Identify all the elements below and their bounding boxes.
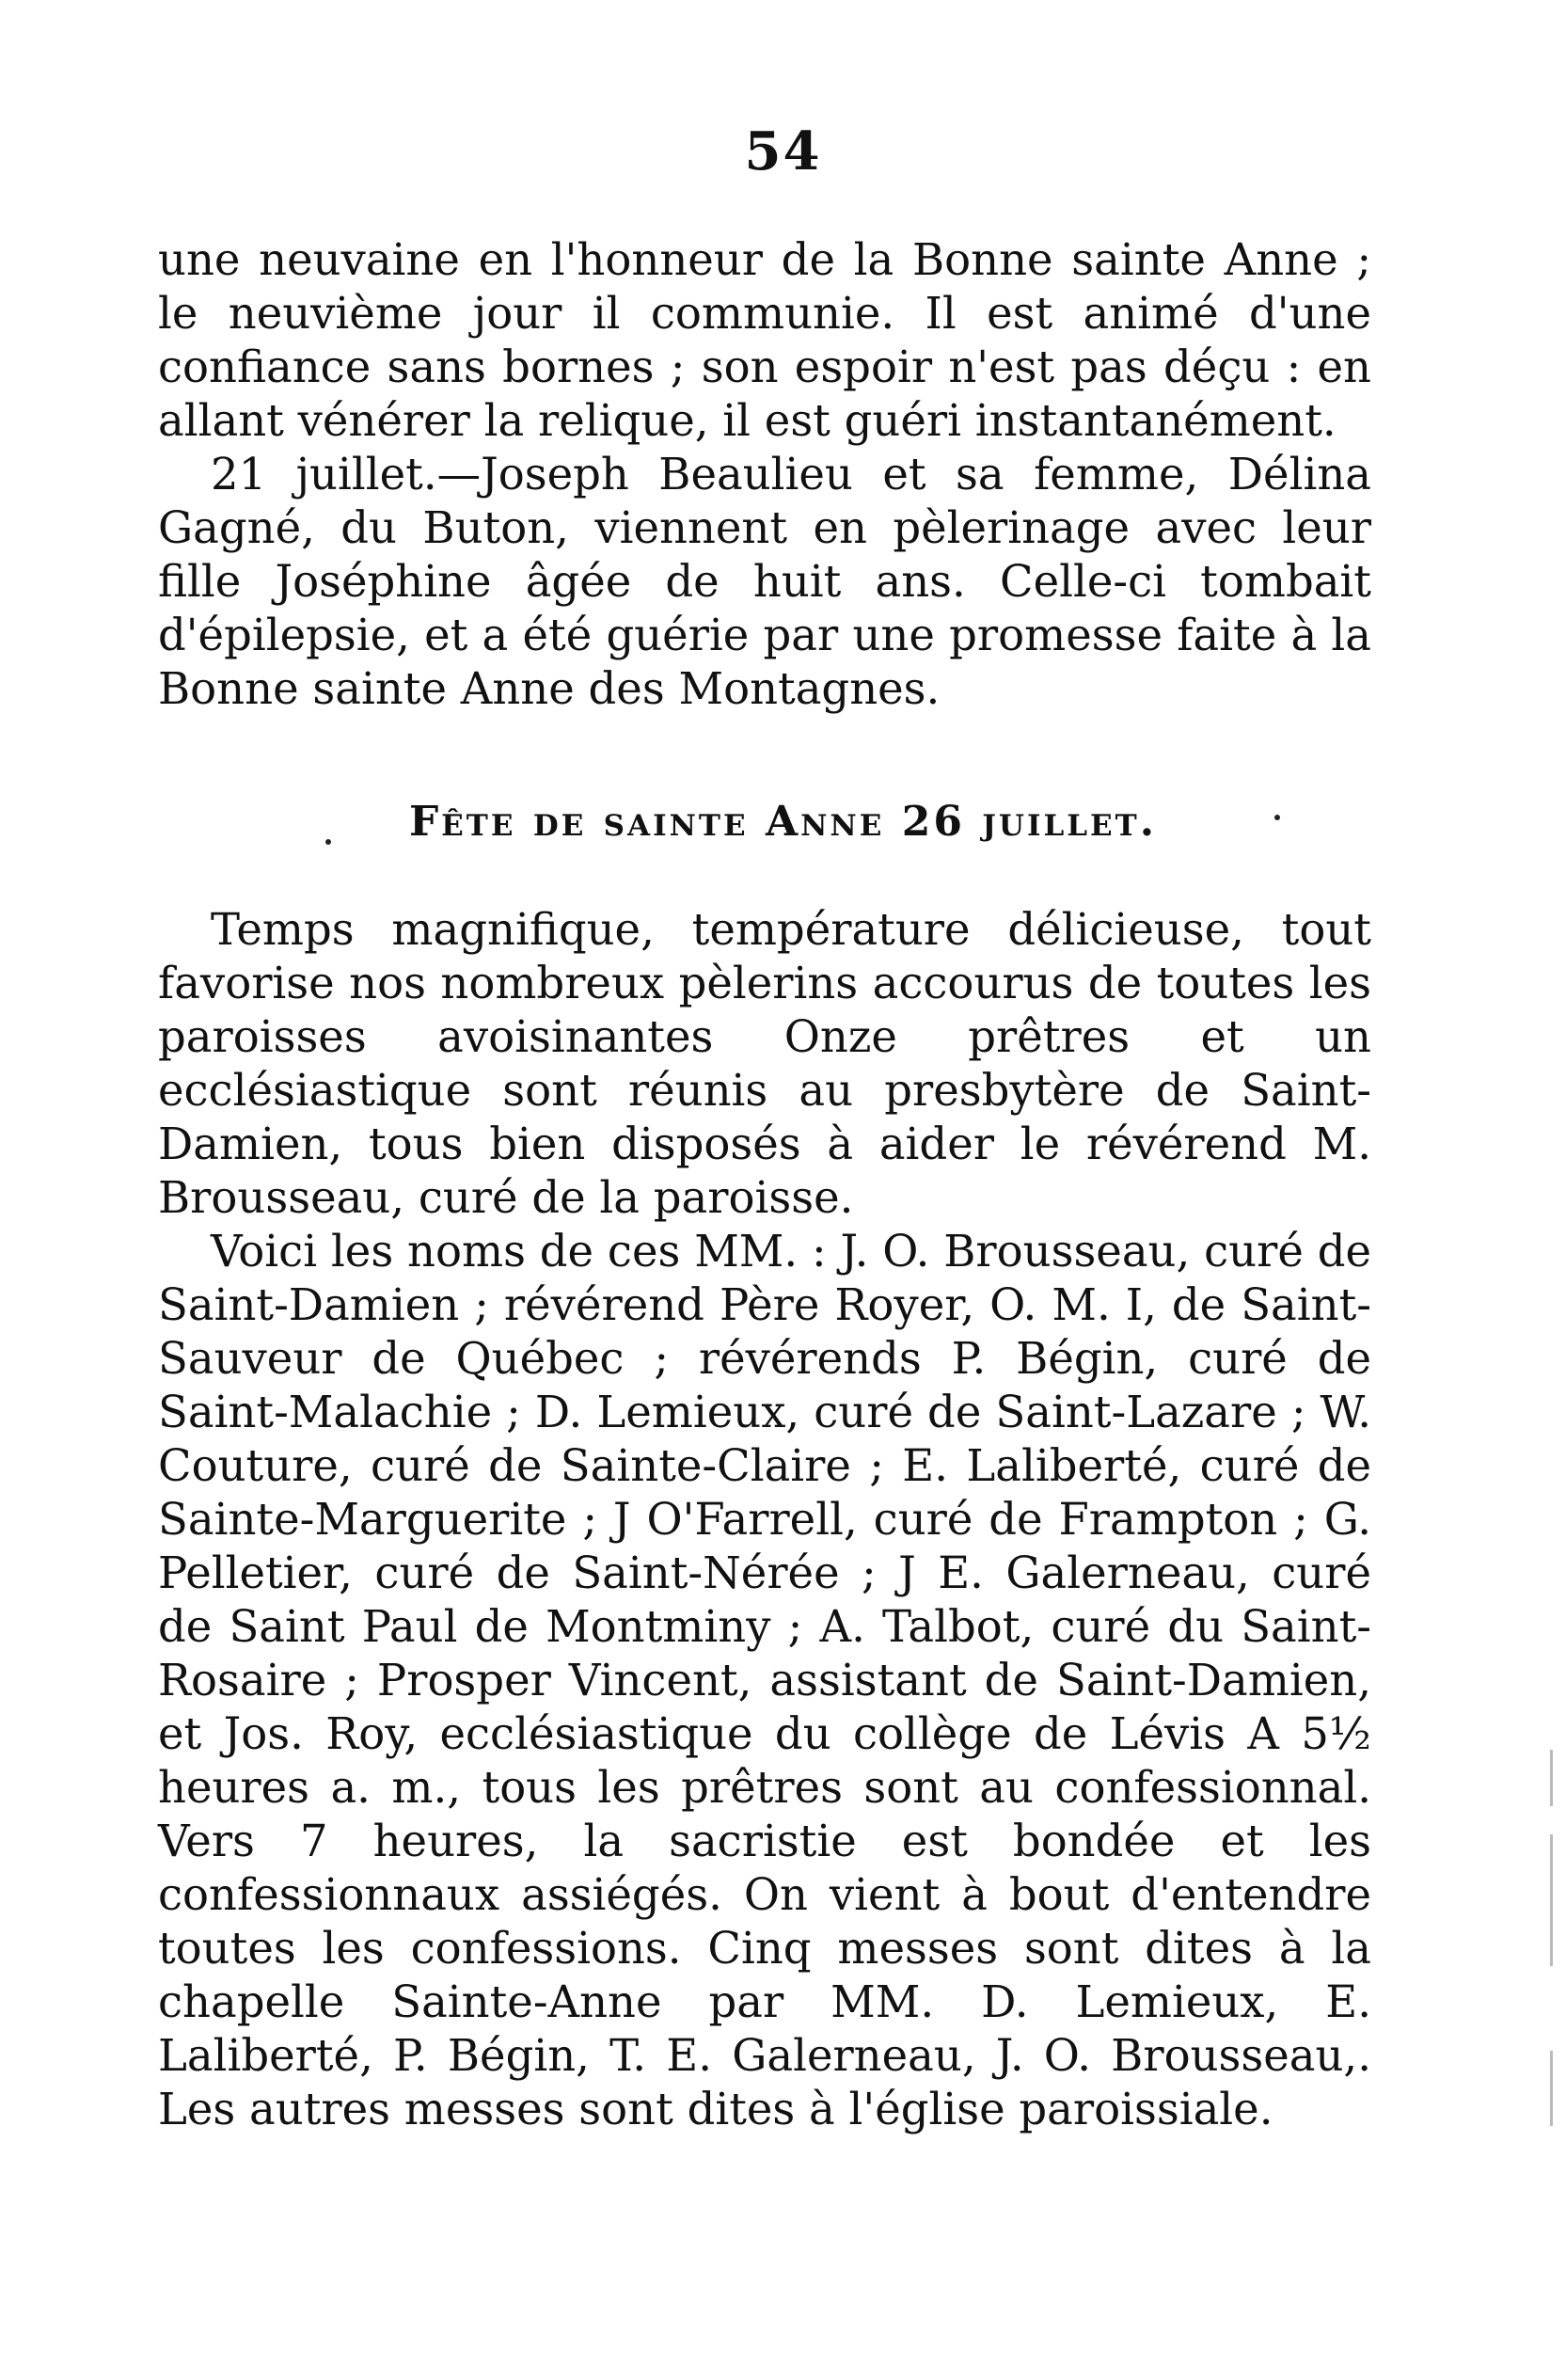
paragraph-weather: Temps magnifique, température délicieuse, tout favorise nos nombreux pèlerins accourus de toutes les paroisses avoisinantes Onze prêtres et un ecclésiastique sont réunis au presbytère de Saint-Damien, tous bien disposés à aider le révérend M. Brousseau, curé de la paroisse. [158,904,1371,1223]
page-edge-mark [1550,1750,1553,1806]
print-speck [1274,815,1280,820]
paragraph-continuation: une neuvaine en l'honneur de la Bonne sainte Anne ; le neuvième jour il communie. Il est animé d'une confiance sans bornes ; son espoir n'est pas déçu : en allant vénérer la relique, il est guéri instantanément. [158,234,1371,446]
text-block-top [158,233,1371,716]
text-block-bottom [158,903,1371,2136]
page-edge-mark [1550,2051,1553,2126]
page-number: 54 [744,120,822,182]
section-heading: Fête de sainte Anne 26 juillet. [408,798,1158,846]
paragraph-july-21: 21 juillet.—Joseph Beaulieu et sa femme, Délina Gagné, du Buton, viennent en pèlerinage avec leur fille Joséphine âgée de huit ans. Celle-ci tombait d'épilepsie, et a été guérie par une promesse faite à la Bonne sainte Anne des Montagnes. [158,449,1371,714]
paragraph-priests: Voici les noms de ces MM. : J. O. Brousseau, curé de Saint-Damien ; révérend Père Royer, O. M. I, de Saint-Sauveur de Québec ; révérends P. Bégin, curé de Saint-Malachie ; D. Lemieux, curé de Saint-Lazare ; W. Couture, curé de Sainte-Claire ; E. Laliberté, curé de Sainte-Marguerite ; J O'Farrell, curé de Frampton ; G. Pelletier, curé de Saint-Nérée ; J E. Galerneau, curé de Saint Paul de Montminy ; A. Talbot, curé du Saint-Rosaire ; Prosper Vincent, assistant de Saint-Damien, et Jos. Roy, ecclésiastique du collège de Lévis A 5½ heures a. m., tous les prêtres sont au confessionnal. Vers 7 heures, la sacristie est bondée et les confessionnaux assiégés. On vient à bout d'entendre toutes les confessions. Cinq messes sont dites à la chapelle Sainte-Anne par MM. D. Lemieux, E. Laliberté, P. Bégin, T. E. Galerneau, J. O. Brousseau,. Les autres messes sont dites à l'église paroissiale. [158,1226,1371,2134]
page-edge-mark [1550,1834,1553,1966]
